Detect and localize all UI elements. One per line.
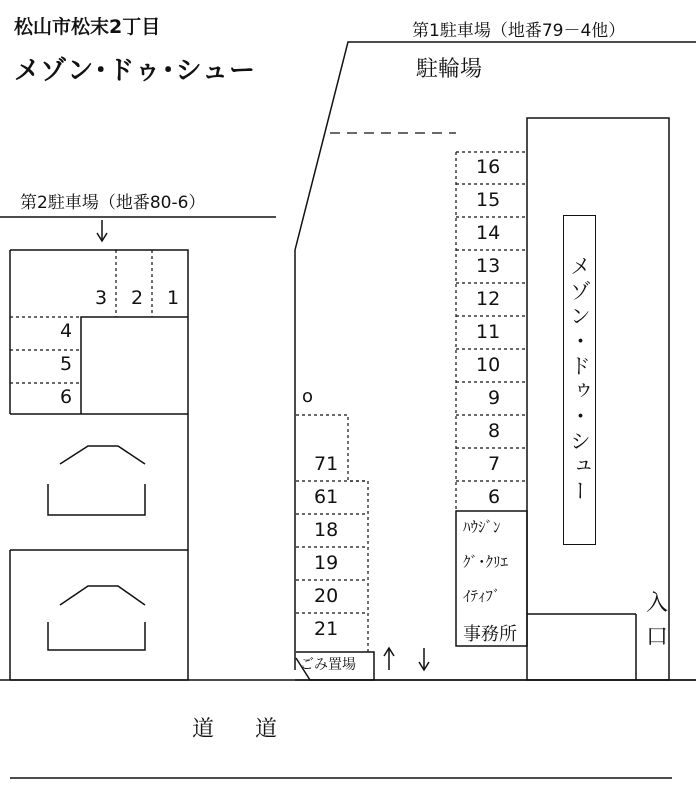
right-space-number: 10	[476, 354, 501, 376]
lot2-inner-block	[81, 317, 188, 414]
lot2-space-number: 2	[131, 287, 144, 309]
right-space-number: 8	[488, 420, 501, 442]
right-space-number: 14	[476, 222, 501, 244]
middle-space-number: 71	[314, 453, 339, 475]
right-space-number: 6	[488, 486, 501, 508]
middle-space-number: 18	[314, 519, 339, 541]
in-arrow-up	[384, 648, 394, 670]
trash-area-label: ごみ置場	[300, 657, 356, 673]
bicycle-parking-label: 駐輪場	[416, 57, 483, 82]
right-space-number: 9	[488, 387, 501, 409]
lot2-label: 第2駐車場（地番80-6）	[20, 193, 206, 213]
entrance-char-1: 入	[646, 591, 669, 616]
middle-space-number: 61	[314, 486, 339, 508]
middle-space-number: 21	[314, 618, 339, 640]
entrance-char-2: 口	[646, 625, 669, 650]
lot1-label: 第1駐車場（地番79－4他）	[412, 21, 626, 41]
out-arrow-down	[419, 648, 429, 670]
lot2-space-number: 5	[60, 353, 73, 375]
office-label-line4: 事務所	[463, 624, 517, 645]
road-char-1: 道	[192, 717, 215, 742]
middle-space-number: 19	[314, 552, 339, 574]
building-title: メゾン･ドゥ･シュー	[14, 56, 257, 86]
house-shape-1	[60, 446, 145, 464]
house-shape-2-base	[48, 622, 145, 650]
address-label: 松山市松末2丁目	[14, 16, 161, 38]
office-label-line2: ｸﾞ･ｸﾘｴ	[463, 553, 509, 571]
house-shape-2	[60, 586, 145, 605]
house-shape-1-base	[48, 484, 145, 515]
road-char-2: 道	[255, 717, 278, 742]
building-name-box	[563, 215, 596, 545]
right-space-number: 11	[476, 321, 501, 343]
lot2-space-number: 4	[60, 320, 73, 342]
office-label-line1: ﾊｳｼﾞﾝ	[463, 518, 501, 536]
lot2-outline	[10, 250, 188, 680]
right-space-number: 16	[476, 156, 501, 178]
lot1-outline	[295, 42, 696, 250]
lot2-space-number: 3	[95, 287, 108, 309]
building-name-vertical: メゾン・ドゥ・シュー	[567, 255, 592, 505]
office-label-line3: ｲﾃｨﾌﾞ	[463, 587, 501, 605]
lot2-space-number: 6	[60, 386, 73, 408]
lot2-entry-arrow	[97, 220, 107, 241]
middle-space-number: 20	[314, 585, 339, 607]
marker-o: o	[302, 386, 314, 407]
lot2-space-number: 1	[167, 287, 180, 309]
right-space-number: 12	[476, 288, 501, 310]
right-space-number: 13	[476, 255, 501, 277]
right-space-number: 7	[488, 453, 501, 475]
right-space-number: 15	[476, 189, 501, 211]
